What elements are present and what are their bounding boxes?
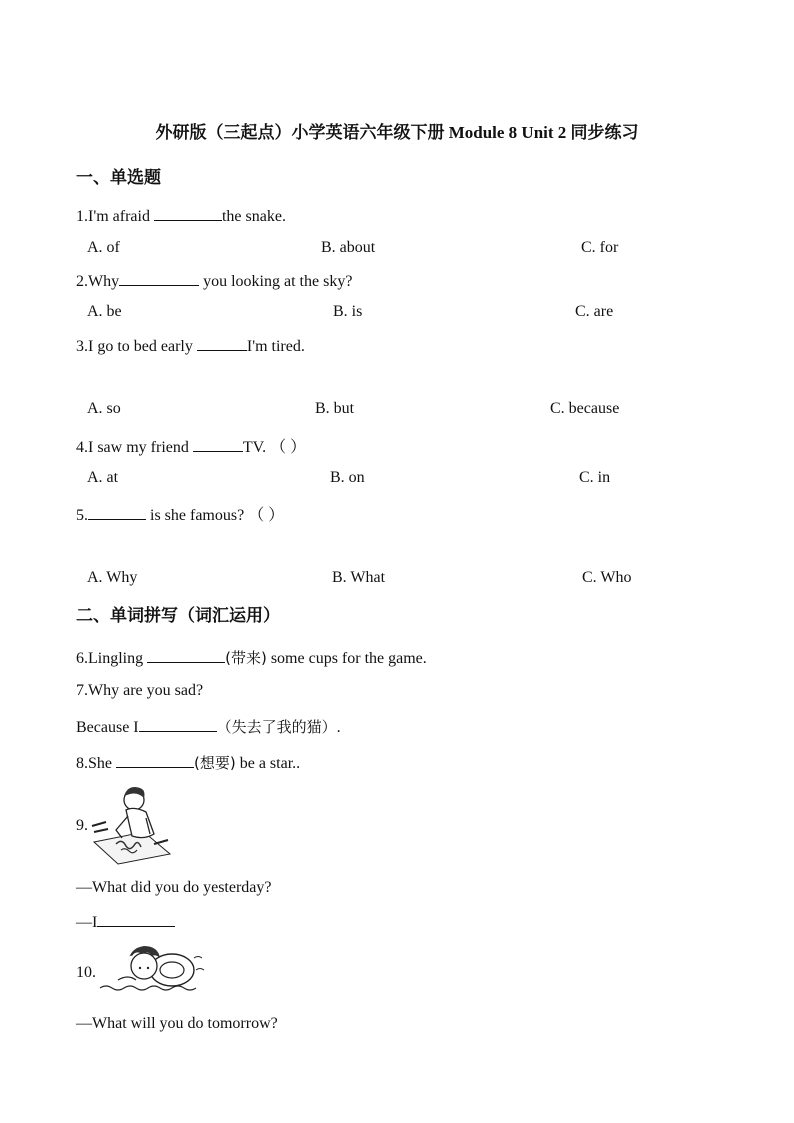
question-4-option-c[interactable]: C. in	[579, 469, 611, 486]
question-3-option-b[interactable]: B. but	[315, 400, 355, 417]
question-4-option-a[interactable]: A. at	[87, 469, 119, 486]
question-1-option-b[interactable]: B. about	[321, 239, 376, 256]
question-1-option-c[interactable]: C. for	[581, 239, 619, 256]
question-8-text-post: be a star..	[235, 755, 301, 772]
question-3	[76, 336, 305, 356]
question-3-option-c[interactable]: C. because	[550, 400, 620, 417]
question-8-text-pre: 8.She	[76, 755, 116, 772]
question-8-blank[interactable]	[116, 753, 194, 768]
question-9-answer	[76, 912, 175, 932]
question-2	[76, 271, 352, 291]
question-4-blank[interactable]	[193, 437, 243, 452]
question-5-text-post: is she famous? （ ）	[146, 507, 285, 524]
question-2-option-b[interactable]: B. is	[333, 303, 363, 320]
question-6	[76, 647, 427, 668]
question-1-option-a[interactable]: A. of	[87, 239, 120, 256]
question-6-text-post: some cups for the game.	[266, 650, 427, 667]
question-2-option-c[interactable]: C. are	[575, 303, 614, 320]
question-3-option-a[interactable]: A. so	[87, 400, 121, 417]
question-6-text-pre: 6.Lingling	[76, 650, 148, 667]
question-4	[76, 434, 306, 457]
question-4-text-pre: 4.I saw my friend	[76, 439, 193, 456]
question-6-hint: (带来)	[225, 649, 267, 667]
question-7-blank[interactable]	[139, 717, 217, 732]
question-5-option-b[interactable]: B. What	[332, 569, 386, 586]
section-heading-spelling: 二、单词拼写（词汇运用）	[76, 606, 280, 625]
question-2-text-pre: 2.Why	[76, 273, 120, 290]
question-9-answer-pre: —I	[76, 914, 98, 931]
section-heading-single-choice: 一、单选题	[76, 168, 161, 187]
question-9-blank[interactable]	[97, 912, 175, 927]
question-3-blank[interactable]	[197, 336, 247, 351]
question-7	[76, 716, 341, 737]
question-2-option-a[interactable]: A. be	[87, 303, 122, 320]
question-1-blank[interactable]	[154, 206, 222, 221]
question-6-blank[interactable]	[147, 648, 225, 663]
question-7-text-pre: Because I	[76, 719, 139, 736]
question-3-text-post: I'm tired.	[246, 338, 305, 355]
question-1-text-pre: 1.I'm afraid	[76, 208, 154, 225]
child-swimming-picture-icon	[98, 940, 210, 1002]
question-1-text-post: the snake.	[221, 208, 286, 225]
question-10-ask: —What will you do tomorrow?	[76, 1015, 278, 1032]
question-2-blank[interactable]	[119, 271, 199, 286]
question-5-text-pre: 5.	[76, 507, 88, 524]
question-2-text-post: you looking at the sky?	[199, 273, 353, 290]
question-4-text-post: TV. （ ）	[242, 439, 307, 456]
question-8	[76, 752, 300, 773]
question-8-hint: (想要)	[194, 754, 236, 772]
question-9-ask: —What did you do yesterday?	[76, 879, 272, 896]
question-3-text-pre: 3.I go to bed early	[76, 338, 197, 355]
question-7-text-post: .	[336, 719, 341, 736]
question-10-number: 10.	[76, 964, 96, 981]
question-5	[76, 502, 284, 525]
question-5-blank[interactable]	[88, 505, 146, 520]
question-7-hint: （失去了我的猫）	[216, 718, 337, 736]
page-title: 外研版（三起点）小学英语六年级下册 Module 8 Unit 2 同步练习	[155, 123, 639, 142]
question-5-option-c[interactable]: C. Who	[582, 569, 632, 586]
question-9-number: 9.	[76, 817, 88, 834]
question-7-prompt: 7.Why are you sad?	[76, 682, 204, 699]
question-1	[76, 206, 286, 226]
boy-drawing-picture-icon	[88, 782, 180, 866]
question-4-option-b[interactable]: B. on	[330, 469, 365, 486]
question-5-option-a[interactable]: A. Why	[87, 569, 138, 586]
